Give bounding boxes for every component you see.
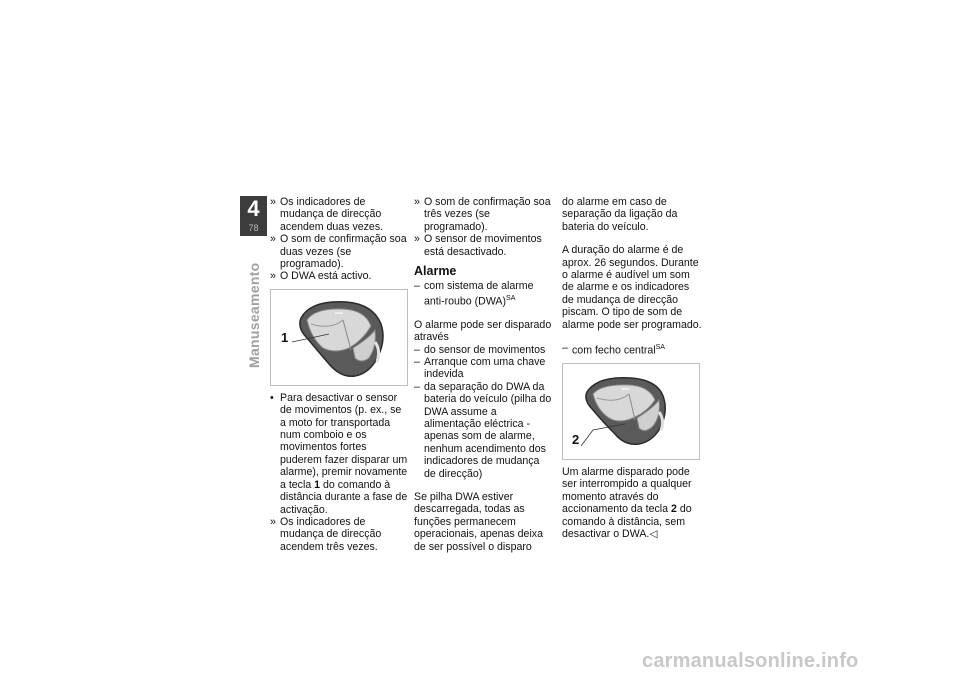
list-item: » O som de confirmação soa três vezes (se programado). xyxy=(414,196,551,233)
list-item: » Os indicadores de mudança de direcção acendem duas vezes. xyxy=(270,196,384,233)
list-item: » Os indicadores de mudança de direcção acendem três vezes. xyxy=(270,515,382,553)
chapter-tab xyxy=(240,196,267,236)
section-title: Manuseamento xyxy=(245,262,262,368)
remote-key-figure-2 xyxy=(562,363,700,460)
column-2 xyxy=(414,196,554,553)
paragraph: do alarme em caso de separação da ligação da bateria do veículo. xyxy=(562,196,678,233)
callout-label-2: 2 xyxy=(572,432,580,447)
column-3 xyxy=(562,196,702,540)
chapter-number: 4 xyxy=(247,196,260,221)
list-item: • Para desactivar o sensor de movimentos (p. ex., se a moto for transportada num comboio e os movimentos fortes puderem fazer disparar um alarme), premir novamente a tecla 1 do comando à distância durante a fase de activação. xyxy=(270,391,408,516)
paragraph: O alarme pode ser disparado através xyxy=(414,318,552,344)
list-item: – do sensor de movimentos xyxy=(414,343,546,356)
list-item: » O som de confirmação soa duas vezes (se programado). xyxy=(270,233,407,271)
end-mark: ◁ xyxy=(649,528,658,541)
section-side-label xyxy=(240,262,267,488)
page-number: 78 xyxy=(248,223,259,233)
list-item: – Arranque com uma chave indevida xyxy=(414,356,546,381)
callout-label-1: 1 xyxy=(281,329,289,345)
column-1 xyxy=(270,196,410,553)
list-item: – da separação do DWA da bateria do veículo (pilha do DWA assume a alimentação eléctrica - apenas som de alarme, nenhum acendimento dos indicadores de mudança de direcção) xyxy=(414,380,552,480)
remote-key-figure-1 xyxy=(270,289,408,386)
list-item: – com fecho central$^{SA}$ xyxy=(562,342,665,357)
list-item: – com sistema de alarme anti-roubo (DWA)$^{SA}$ xyxy=(414,280,534,308)
remote-key-illustration xyxy=(271,290,407,385)
list-item: » O sensor de movimentos está desactivado. xyxy=(414,233,542,258)
paragraph: A duração do alarme é de aprox. 26 segundos. Durante o alarme é audível um som de alarme e os indicadores de mudança de direcção piscam. O tipo de som de alarme pode ser programado. xyxy=(562,244,702,331)
remote-key-illustration xyxy=(563,364,699,459)
paragraph: Se pilha DWA estiver descarregada, todas as funções permanecem operacionais, apenas deixa de ser possível o disparo xyxy=(414,491,543,553)
list-item: » O DWA está activo. xyxy=(270,270,372,283)
watermark: carmanualsonline.info xyxy=(642,650,859,672)
paragraph: Um alarme disparado pode ser interrompido a qualquer momento através do accionamento da tecla 2 do comando à distância, sem desactivar o DWA.◁ xyxy=(562,466,692,541)
section-heading: Alarme xyxy=(414,264,457,279)
